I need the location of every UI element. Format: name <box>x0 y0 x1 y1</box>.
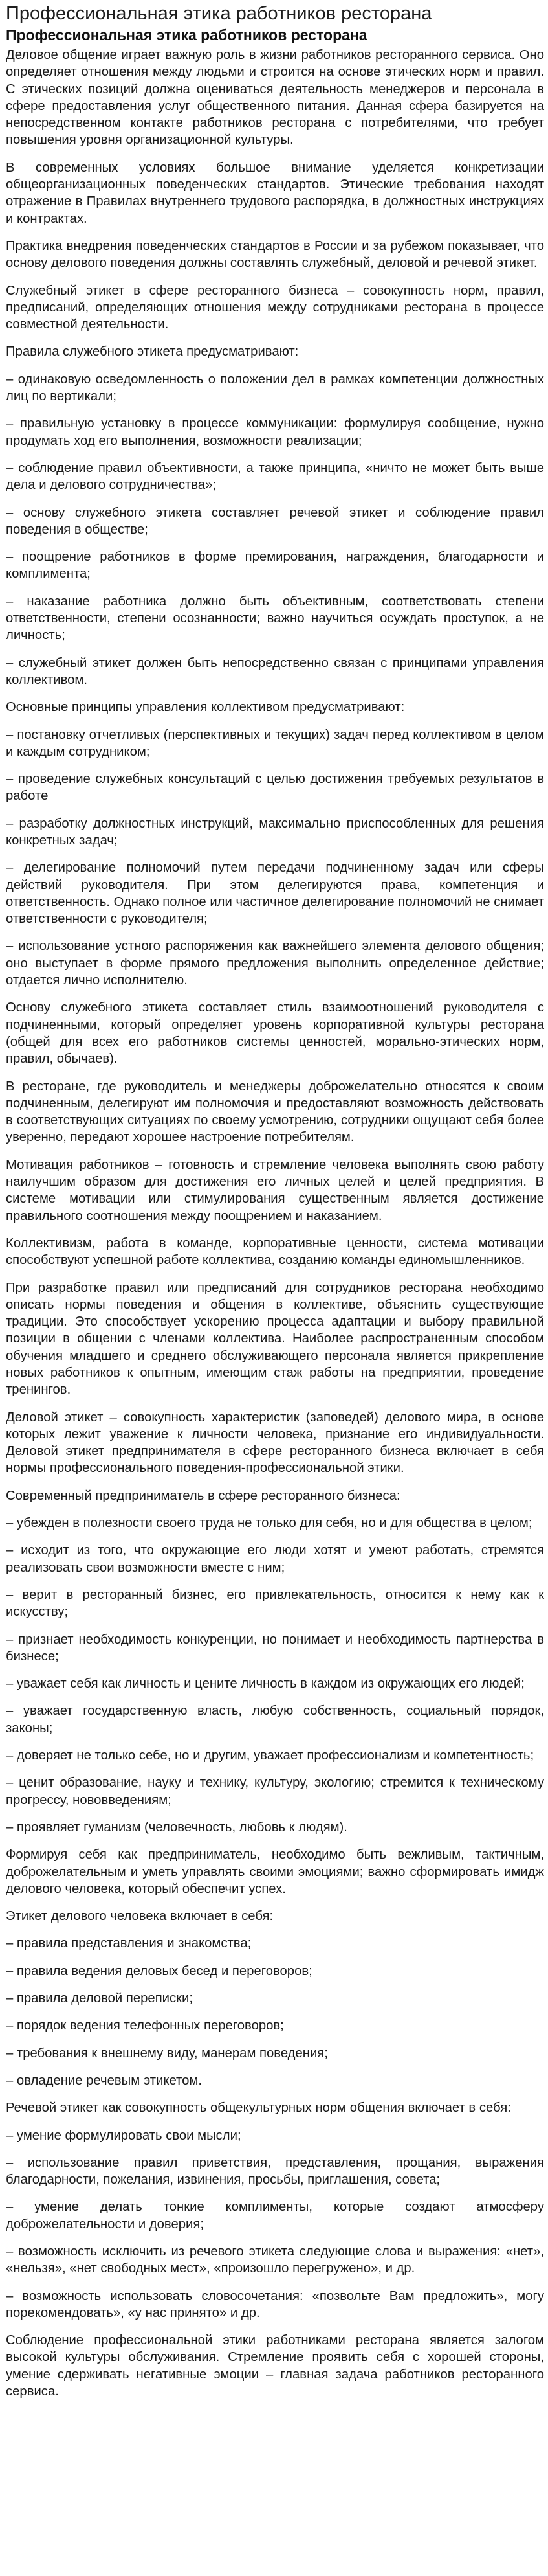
article-paragraph: В современных условиях большое внимание уделяется конкретизации общеорганизационных поведенческих стандартов. Этические требования находят отражение в Правилах внутреннего трудового распорядка, в должностных инструкциях и контрактах. <box>6 160 544 226</box>
article-paragraph: Деловой этикет – совокупность характеристик (заповедей) делового мира, в основе которых лежит уважение к личности человека, признание его индивидуальности. Деловой этикет предпринимателя в сфере ресторанного бизнеса включает в себя нормы профессионального поведения-профессиональной этики. <box>6 1410 544 1476</box>
article-paragraph: Речевой этикет как совокупность общекультурных норм общения включает в себя: <box>6 2101 511 2116</box>
article-paragraph: Этикет делового человека включает в себя: <box>6 1909 274 1924</box>
article-paragraph: – уважает себя как личность и цените личность в каждом из окружающих его людей; <box>6 1677 525 1691</box>
article-paragraph: – проявляет гуманизм (человечность, любовь к людям). <box>6 1820 347 1835</box>
article-paragraph: – возможность использовать словосочетания: «позвольте Вам предложить», могу порекомендовать», «у нас принято» и др. <box>6 2288 544 2320</box>
article-paragraph: Формируя себя как предприниматель, необходимо быть вежливым, тактичным, доброжелательным и уметь управлять своими эмоциями; важно сформировать имидж делового человека, который обеспечит успех. <box>6 1847 544 1896</box>
article-body <box>6 26 544 2410</box>
article-paragraph: – умение делать тонкие комплименты, которые создают атмосферу доброжелательности и доверия; <box>6 2200 544 2231</box>
article-paragraph: – проведение служебных консультаций с целью достижения требуемых результатов в работе <box>6 772 544 804</box>
article-paragraph: – признает необходимость конкуренции, но понимает и необходимость партнерства в бизнесе; <box>6 1632 544 1664</box>
article-paragraph: – использование правил приветствия, представления, прощания, выражения благодарности, пожелания, извинения, просьбы, приглашения, совета; <box>6 2155 544 2187</box>
article-paragraph: – соблюдение правил объективности, а также принципа, «ничто не может быть выше дела и делового сотрудничества»; <box>6 460 544 493</box>
article-paragraph: – разработку должностных инструкций, максимально приспособленных для решения конкретных задач; <box>6 816 544 848</box>
article-paragraph: – возможность исключить из речевого этикета следующие слова и выражения: «нет», «нельзя», «нет свободных мест», «произошло перегружено», и др. <box>6 2244 544 2276</box>
article-paragraph: Современный предприниматель в сфере ресторанного бизнеса: <box>6 1488 400 1503</box>
article-paragraph: Правила служебного этикета предусматривают: <box>6 345 299 359</box>
article-paragraph: Мотивация работников – готовность и стремление человека выполнять свою работу наилучшим образом для достижения его личных целей и целей предприятия. В системе мотивации или стимулирования существенным является достижение правильного соотношения между поощрением и наказанием. <box>6 1157 544 1223</box>
article-paragraph: – основу служебного этикета составляет речевой этикет и соблюдение правил поведения в обществе; <box>6 505 544 537</box>
article-paragraph: – делегирование полномочий путем передачи подчиненному задач или сферы действий руководителя. При этом делегируются права, компетенция и ответственность. Однако полное или частичное делегирование полномочий не снимает ответственности с руководителя; <box>6 861 544 927</box>
article-paragraph: – верит в ресторанный бизнес, его привлекательность, относится к нему как к искусству; <box>6 1587 544 1620</box>
article-paragraph: Коллективизм, работа в команде, корпоративные ценности, система мотивации способствуют успешной работе коллектива, созданию команды единомышленников. <box>6 1236 544 1268</box>
article-paragraph: Соблюдение профессиональной этики работниками ресторана является залогом высокой культуры обслуживания. Стремление проявить себя с хорошей стороны, умение сдерживать негативные эмоции – главная задача работников ресторанного сервиса. <box>6 2333 544 2399</box>
page-title: Профессиональная этика работников ресторана <box>6 3 432 24</box>
article-paragraph: Основные принципы управления коллективом предусматривают: <box>6 700 405 715</box>
article-paragraph: – поощрение работников в форме премирования, награждения, благодарности и комплимента; <box>6 550 544 582</box>
article-paragraph: – уважает государственную власть, любую собственность, социальный порядок, законы; <box>6 1704 544 1735</box>
article-paragraph: – исходит из того, что окружающие его люди хотят и умеют работать, стремятся реализовать свои возможности вместе с ним; <box>6 1543 544 1575</box>
article-paragraph: – правильную установку в процессе коммуникации: формулируя сообщение, нужно продумать ход его выполнения, возможности реализации; <box>6 416 544 448</box>
article-paragraph: – правила деловой переписки; <box>6 1991 193 2006</box>
article-paragraph: – овладение речевым этикетом. <box>6 2073 202 2088</box>
article-paragraph: – умение формулировать свои мысли; <box>6 2128 241 2143</box>
article-paragraph: В ресторане, где руководитель и менеджеры доброжелательно относятся к своим подчиненным, делегируют им полномочия и предоставляют возможность действовать в соответствующих ситуациях по своему усмотрению, сотрудники ощущают себя более уверенно, передают хорошее настроение потребителям. <box>6 1079 544 1145</box>
article-paragraph: – ценит образование, науку и технику, культуру, экологию; стремится к техническому прогрессу, нововведениям; <box>6 1776 544 1807</box>
article-paragraph: Служебный этикет в сфере ресторанного бизнеса – совокупность норм, правил, предписаний, определяющих отношения между сотрудниками ресторана в процессе совместной деятельности. <box>6 283 544 332</box>
article-paragraph: Деловое общение играет важную роль в жизни работников ресторанного сервиса. Оно определяет отношения между людьми и строится на основе этических норм и правил. С этических позиций должна оцениваться деятельность менеджеров и персонала в сфере предоставления услуг общественного питания. Данная сфера базируется на непосредственном контакте работников ресторана с потребителями, что требует повышения уровня организационной культуры. <box>6 48 544 148</box>
article-paragraph: – убежден в полезности своего труда не только для себя, но и для общества в целом; <box>6 1516 532 1531</box>
article-paragraph: Основу служебного этикета составляет стиль взаимоотношений руководителя с подчиненными, который определяет уровень корпоративной культуры ресторана (общей для всех его работников системы ценностей, морально-этических норм, правил, обычаев). <box>6 1000 544 1067</box>
article-paragraph: – постановку отчетливых (перспективных и текущих) задач перед коллективом в целом и каждым сотрудником; <box>6 727 544 759</box>
article-paragraph: При разработке правил или предписаний для сотрудников ресторана необходимо описать нормы поведения и общения в коллективе, объяснить существующие традиции. Это способствует ускорению процесса адаптации и выбору правильной позиции в общении с членами коллектива. Наиболее распространенным способом обучения младшего и среднего обслуживающего персонала является прикрепление новых работников к опытным, имеющим стаж работы на предприятии, проведение тренингов. <box>6 1280 544 1397</box>
article-paragraphs <box>6 47 544 2400</box>
article-paragraph: – наказание работника должно быть объективным, соответствовать степени ответственности, степени осознанности; важно научиться осуждать проступок, а не личность; <box>6 594 544 643</box>
article-paragraph: Практика внедрения поведенческих стандартов в России и за рубежом показывает, что основу делового поведения должны составлять служебный, деловой и речевой этикет. <box>6 238 544 271</box>
article-paragraph: – порядок ведения телефонных переговоров; <box>6 2018 284 2033</box>
article-paragraph: – правила представления и знакомства; <box>6 1936 252 1951</box>
article-paragraph: – использование устного распоряжения как важнейшего элемента делового общения; оно выступает в форме прямого предложения выполнить определенное действие; отдается лично исполнителю. <box>6 939 544 988</box>
article-paragraph: – одинаковую осведомленность о положении дел в рамках компетенции должностных лиц по вертикали; <box>6 372 544 404</box>
article-heading: Профессиональная этика работников ресторана <box>6 27 367 43</box>
article-paragraph: – требования к внешнему виду, манерам поведения; <box>6 2046 328 2061</box>
article-paragraph: – служебный этикет должен быть непосредственно связан с принципами управления коллективом. <box>6 655 544 687</box>
article-paragraph: – доверяет не только себе, но и другим, уважает профессионализм и компетентность; <box>6 1748 534 1763</box>
article-paragraph: – правила ведения деловых бесед и переговоров; <box>6 1963 312 1978</box>
